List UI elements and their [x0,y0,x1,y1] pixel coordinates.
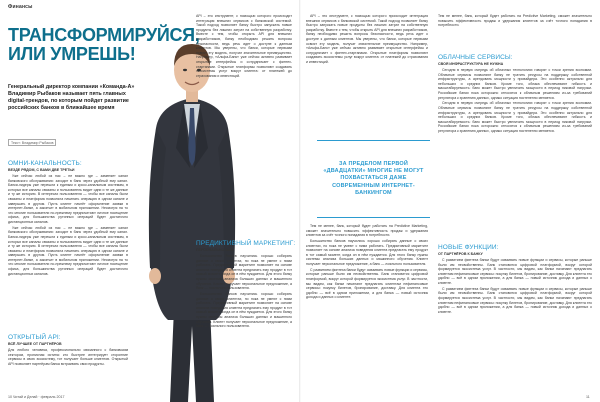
folio-right: 11 [586,395,590,399]
section-subtitle-predictive: ПЕРСОНАЛЬНО ВАМ [196,248,234,252]
section-subtitle-open-api: ВСЁ ЛУЧШЕЕ ОТ ПАРТНЁРОВ [8,342,62,346]
headline-line-2: ИЛИ УМРЕШЬ! [8,44,136,64]
paragraph: С развитием финтеха банки будут осваивать новые функции и сервисы, которые раньше были им несвойственны. Банк становится цифровой платформой, вокруг которой формируется экосистема услуг. В частности, мы видим, как банки начинают предлагать клиентам нефинансовые сервисы: покупку билетов, бронирование, доставку. Для клиента это удобно — всё в одном приложении, а для банка — новый источник дохода и данных о клиенте. [438,286,592,314]
section-title-new-functions: НОВЫЕ ФУНКЦИИ: [438,244,499,251]
paragraph: Сегодня в первую очередь об облачных технологиях говорят с точки зрения экономии. Облачные сервисы позволяют банку не тратить ресурсы на поддержку собственной инфраструктуры, а арендовать мощности у провайдера. Это особенно актуально для небольших и средних банков. Кроме того, облака обеспечивают гибкость и масштабируемость: банк может быстро увеличить мощности в период пиковой нагрузки. Российские банки пока осторожно относятся к облачным решениям из-за требований регулятора к хранению данных, однако ситуация постепенно меняется. [438,68,592,100]
section-subtitle-omnichannel: ВЕЗДЕ РЯДОМ, С ВАМИ ДВЕ ТРЕТЬИ [8,168,75,172]
section-text-new-functions [438,258,592,388]
paragraph: Тем не менее, банк, который будет работать на Predictive Marketing, сможет значительно повысить эффективность продаж и удержания клиентов за счёт точного попадания в потребности. [306,224,428,238]
pull-quote-text: ЗА ПРЕДЕЛОМ ПЕРВОЙ «ДВАДЦАТКИ» МНОГИЕ НЕ МОГУТ ПОХВАСТАТЬСЯ ДАЖЕ СОВРЕМЕННЫМ ИНТЕРНЕТ-БАНКИНГОМ [323,160,424,196]
section-label: Финансы [8,4,33,10]
right-col1-text [306,224,428,390]
paragraph: Сегодня в первую очередь об облачных технологиях говорят с точки зрения экономии. Облачные сервисы позволяют банку не тратить ресурсы на поддержку собственной инфраструктуры, а арендовать мощности у провайдера. Это особенно актуально для небольших и средних банков. Кроме того, облака обеспечивают гибкость и масштабируемость: банк может быстро увеличить мощности в период пиковой нагрузки. Российские банки пока осторожно относятся к облачным решениям из-за требований регулятора к хранению данных, однако ситуация постепенно меняется. [438,101,592,133]
section-title-omnichannel: ОМНИ-КАНАЛЬНОСТЬ: [8,160,82,167]
right-col2-intro: Тем не менее, банк, который будет работать на Predictive Marketing, сможет значительно повысить эффективность продаж и удержания клиентов за счёт точного попадания в потребности. [438,14,592,28]
section-title-predictive: ПРЕДИКТИВНЫЙ МАРКЕТИНГ: [196,240,296,247]
paragraph: Большинство банков научились хорошо собирать данные о своих клиентах, но пока не умеют с ними работать. Предиктивный маркетинг позволяет на основе анализа поведения клиента предлагать ему продукт в тот самый момент, когда он в нём нуждается. Для этого банку нужны системы анализа больших данных и машинного обучения. Клиент получает персональное предложение, а банк — лояльного пользователя. [306,238,428,266]
paragraph: С развитием финтеха банки будут осваивать новые функции и сервисы, которые раньше были им несвойственны. Банк становится цифровой платформой, вокруг которой формируется экосистема услуг. В частности, мы видим, как банки начинают предлагать клиентам нефинансовые сервисы: покупку билетов, бронирование, доставку. Для клиента это удобно — всё в одном приложении, а для банка — новый источник дохода и данных о клиенте. [438,258,592,285]
paragraph: Уже сейчас любой из нас – не важно где – заменяет канал банковского обслуживания: заходит в банк через удобный ему канал. Банки-лидеры уже перешли к единым и кросс-канальным системам, в которых все каналы связаны и пользователь видит одни и те же данные и ту же историю. В интересах пользователя — чтобы все каналы были связаны и платформа позволяла начинать операцию в одном канале и завершать в другом. Пусть клиент начнёт оформление заявки в интернет-банке, а закончит в мобильном приложении. Несмотря на то что многие пользователи по-прежнему предпочитают личное посещение офиса, для большинства рутинных операций будет достаточно дистанционных каналов. [8,225,128,276]
lead-paragraph: Генеральный директор компании «Команда-А» Владимир Рыбаков называет пять главных digital-трендов, по которым пойдет развитие российских банков в ближайшее время [8,84,135,111]
section-title-cloud: ОБЛАЧНЫЕ СЕРВИСЫ: [438,54,513,61]
folio-left: 10 Читай и Делай · февраль 2017 [8,395,65,399]
paragraph: С развитием финтеха банки будут осваивать новые функции и сервисы, которые раньше были им несвойственны. Банк становится цифровой платформой, вокруг которой формируется экосистема услуг. В частности, мы видим, как банки начинают предлагать клиентам нефинансовые сервисы: покупку билетов, бронирование, доставку. Для клиента это удобно — всё в одном приложении, а для банка — новый источник дохода и данных о клиенте. [306,267,428,300]
section-subtitle-new-functions: ОТ ПАРТНЁРОВ К БАНКУ [438,252,483,256]
gutter [299,0,301,402]
pull-quote [317,140,430,218]
paragraph: Большинство банков научились хорошо собирать данные о своих клиентах, но пока не умеют с ними работать. Предиктивный маркетинг позволяет на основе анализа поведения клиента предлагать ему продукт в тот самый момент, когда он в нём нуждается. Для этого банку нужны системы анализа больших данных и машинного обучения. Клиент получает персональное предложение, а банк — лояльного пользователя. [196,291,292,329]
section-text-open-api: Для любого человека, профессионально связанного с банковским сектором, прописная истина: кто быстрее интегрирует сторонние сервисы в свою экосистему, тот получает больше клиентов. Открытый API позволяет партнёрам банка встраивать свои продукты. [8,348,128,366]
section-text-predictive [196,254,292,390]
section-text-cloud [438,68,592,238]
right-intro-text [306,14,428,134]
section-title-open-api: ОТКРЫТЫЙ API: [8,334,61,341]
section-text-omnichannel [8,174,128,310]
paragraph: Большинство банков научились хорошо собирать данные о своих клиентах, но пока не умеют с ними работать. Предиктивный маркетинг позволяет на основе анализа поведения клиента предлагать ему продукт в тот самый момент, когда он в нём нуждается. Для этого банку нужны системы анализа больших данных и машинного обучения. Клиент получает персональное предложение, а банк — лояльного пользователя. [196,254,292,291]
paragraph: API – это инструмент, с помощью которого происходит интеграция внешних сервисов с банковской системой. Такой подход позволяет банку быстро запускать новые продукты без лишних затрат на собственную разработку. Вместе с тем, чтобы открыть API для внешних разработчиков, банку необходимо решить вопросы безопасности, ведь речь идет о доступе к данным клиентов. Мы уверены, что банки, которые первыми освоят эту модель, получат значительное преимущество. Например, «Альфа-Банк» уже сейчас активно развивает открытые интерфейсы и сотрудничает с финтех-стартапами. Открытые платформы позволяют создавать экосистемы услуг вокруг клиента: от платежей до страхования и инвестиций. [306,14,428,64]
intro-text: API – это инструмент, с помощью которого происходит интеграция внешних сервисов с банковской системой. Такой подход позволяет банку быстро запускать новые продукты без лишних затрат на собственную разработку. Вместе с тем, чтобы открыть API для внешних разработчиков, банку необходимо решить вопросы безопасности, ведь речь идет о доступе к данным клиентов. Мы уверены, что банки, которые первыми освоят эту модель, получат значительное преимущество. Например, «Альфа-Банк» уже сейчас активно развивает открытые интерфейсы и сотрудничает с финтех-стартапами. Открытые платформы позволяют создавать экосистемы услуг вокруг клиента: от платежей до страхования и инвестиций. [196,14,292,78]
headline-line-1: ТРАНСФОРМИРУЙСЯ, [8,25,200,45]
photo-credit: Текст: Владимир Рыбаков [8,139,56,146]
section-subtitle-cloud: СВОЯ ИНФРАСТРУКТУРА НЕ НУЖНА [438,62,504,66]
paragraph: Уже сейчас любой из нас – не важно где – заменяет канал банковского обслуживания: заходит в банк через удобный ему канал. Банки-лидеры уже перешли к единым и кросс-канальным системам, в которых все каналы связаны и пользователь видит одни и те же данные и ту же историю. В интересах пользователя — чтобы все каналы были связаны и платформа позволяла начинать операцию в одном канале и завершать в другом. Пусть клиент начнёт оформление заявки в интернет-банке, а закончит в мобильном приложении. Несмотря на то что многие пользователи по-прежнему предпочитают личное посещение офиса, для большинства рутинных операций будет достаточно дистанционных каналов. [8,174,128,224]
